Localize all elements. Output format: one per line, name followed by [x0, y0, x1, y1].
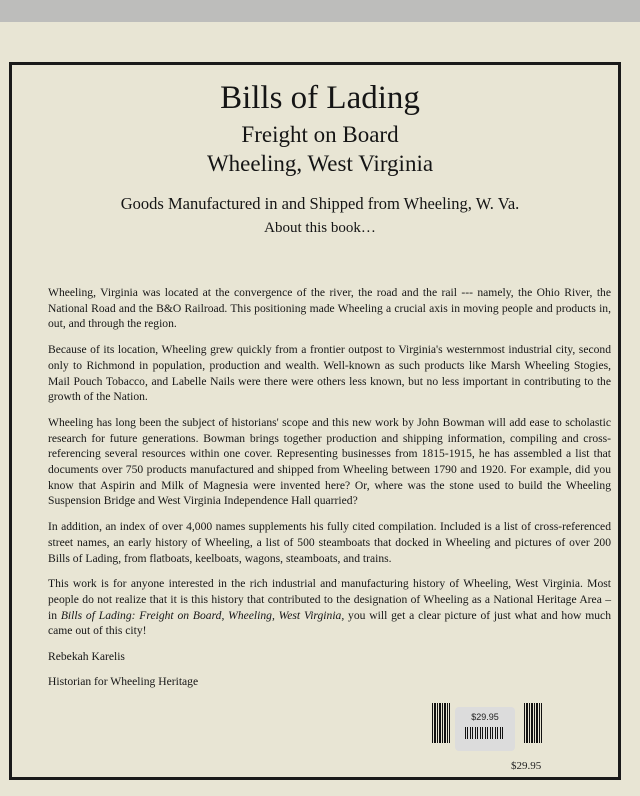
sticker-barcode [465, 727, 505, 739]
paragraph: Wheeling has long been the subject of historians' scope and this new work by John Bowman will add ease to scholastic research for future generations. Bowman brings together production and shipping information, compiling and cross-referencing several resources within one cover. Representing businesses from 1815-1915, he has assembled a list that documents over 750 products manufactured and shipped from Wheeling between 1790 and 1920. For example, did you know that Aspirin and Milk of Magnesia were invented here? Or, where was the stone used to build the Wheeling Suspension Bridge and West Virginia Independence Hall quarried? [48, 415, 611, 508]
printed-price: $29.95 [511, 760, 542, 772]
paragraph: In addition, an index of over 4,000 names supplements his fully cited compilation. Included is a list of cross-referenced street names, an early history of Wheeling, a list of 500 steamboats that docked in Wheeling and pictures of over 200 Bills of Lading, from flatboats, keelboats, wagons, steamboats, and trains. [48, 520, 611, 565]
tagline: Goods Manufactured in and Shipped from Wheeling, W. Va. [120, 194, 520, 213]
author-role: Historian for Wheeling Heritage [48, 674, 199, 688]
paragraph-text: This work is for anyone interested in the rich industrial and manufacturing history of Wheeling, West Virginia. Most people do not realize that it is this history that contributed to the designation of Wheeling as a National Heritage Area – in [48, 577, 611, 622]
author-name: Rebekah Karelis [48, 650, 125, 664]
price-sticker [455, 707, 515, 751]
paragraph [48, 576, 611, 639]
barcode-bars-right [524, 703, 542, 743]
sticker-price: $29.95 [471, 712, 499, 722]
paragraph: Because of its location, Wheeling grew quickly from a frontier outpost to Virginia's westernmost industrial city, second only to Richmond in population, production and wealth. Well-known as such products like Marsh Wheeling Stogies, Mail Pouch Tobacco, and Labelle Nails were there were others less known, but no less important in contributing to the growth of the Nation. [48, 343, 611, 404]
paragraph-text: you will get a clear picture of just what and how much came out of this city! [48, 608, 611, 638]
description [48, 285, 611, 698]
about-heading: About this book… [264, 220, 376, 236]
book-subtitle: Freight on Board [241, 122, 399, 147]
book-title: Bills of Lading [220, 80, 420, 116]
book-subtitle-location: Wheeling, West Virginia [206, 151, 434, 176]
paragraph: Wheeling, Virginia was located at the convergence of the river, the road and the rail --- namely, the Ohio River, the National Road and the B&O Railroad. This positioning made Wheeling a crucial axis in moving people and products in, out, and through the region. [48, 286, 611, 331]
barcode-bars-left [432, 703, 450, 743]
book-title-italic: Bills of Lading: Freight on Board, Wheeling, West Virginia, [60, 608, 345, 622]
